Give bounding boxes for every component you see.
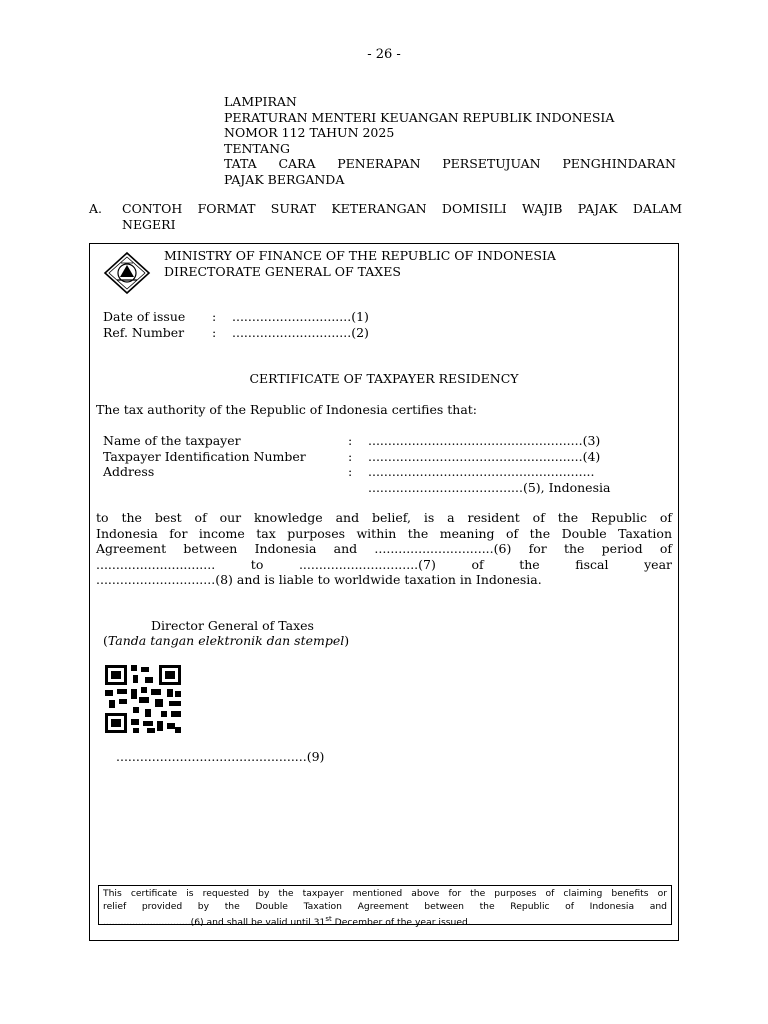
footnote-line: This certificate is requested by the taxpayer mentioned above for the purposes of claiming benefits or: [103, 888, 667, 899]
validity-footnote: [98, 885, 672, 929]
footnote-text: December of the year issued.: [331, 917, 471, 929]
section-title: [122, 201, 682, 232]
statement-line: Indonesia for income tax purposes within the meaning of the Double Taxation: [96, 525, 672, 541]
address-field-line1: .........................................................: [368, 464, 595, 479]
colon: :: [348, 449, 353, 464]
paren-open: (: [103, 633, 108, 648]
lampiran-line: PAJAK BERGANDA: [224, 171, 345, 187]
statement-line: .............................. to ..............................(7) of the fiscal year: [96, 556, 672, 572]
lampiran-line: TATA CARA PENERAPAN PERSETUJUAN PENGHINDARAN: [224, 156, 676, 171]
lampiran-header: [224, 94, 676, 187]
signature-note: [103, 633, 349, 649]
taxpayer-name-label: Name of the taxpayer: [103, 433, 241, 448]
taxpayer-name-field: ......................................................(3): [368, 433, 601, 448]
ministry-name: MINISTRY OF FINANCE OF THE REPUBLIC OF INDONESIA: [164, 248, 556, 263]
date-of-issue-field: ..............................(1): [232, 309, 369, 324]
signature-line: ................................................(9): [116, 749, 325, 764]
lampiran-line: NOMOR 112 TAHUN 2025: [224, 125, 395, 140]
page-number: - 26 -: [367, 47, 401, 62]
address-field-line2: .......................................(5), Indonesia: [368, 480, 611, 495]
colon: :: [212, 309, 217, 324]
statement-line: Agreement between Indonesia and ..............................(6) for the period of: [96, 541, 672, 556]
qr-code-icon: [105, 665, 183, 735]
ministry-emblem-icon: [103, 251, 151, 295]
address-label: Address: [103, 464, 155, 479]
lampiran-line: PERATURAN MENTERI KEUANGAN REPUBLIK INDONESIA: [224, 109, 615, 125]
lampiran-line: LAMPIRAN: [224, 94, 297, 109]
footnote-line: [103, 913, 667, 929]
date-of-issue-label: Date of issue: [103, 309, 186, 324]
footnote-text: ..............................(6) and shall be valid until 31: [103, 917, 326, 929]
colon: :: [212, 325, 217, 340]
section-title-line: NEGERI: [122, 216, 176, 232]
certificate-frame: [89, 243, 679, 941]
statement-line: ..............................(8) and is liable to worldwide taxation in Indonesia.: [96, 572, 542, 587]
ministry-heading: [164, 248, 556, 279]
colon: :: [348, 464, 353, 479]
residency-statement: [96, 510, 672, 588]
section-title-line: CONTOH FORMAT SURAT KETERANGAN DOMISILI WAJIB PAJAK DALAM: [122, 201, 682, 216]
signature-note-text: Tanda tangan elektronik dan stempel: [107, 633, 345, 648]
tin-field: ......................................................(4): [368, 449, 601, 464]
footnote-line: relief provided by the Double Taxation Agreement between the Republic of Indonesia and: [103, 901, 667, 912]
colon: :: [348, 433, 353, 448]
footnote-superscript: st: [325, 915, 332, 923]
ref-number-field: ..............................(2): [232, 325, 369, 340]
certificate-title: CERTIFICATE OF TAXPAYER RESIDENCY: [249, 371, 519, 386]
certificate-intro: The tax authority of the Republic of Indonesia certifies that:: [96, 402, 477, 417]
tin-label: Taxpayer Identification Number: [103, 449, 306, 464]
lampiran-line: TENTANG: [224, 140, 291, 156]
section-letter: A.: [89, 201, 103, 216]
directorate-name: DIRECTORATE GENERAL OF TAXES: [164, 263, 401, 279]
ref-number-label: Ref. Number: [103, 325, 185, 340]
director-title: Director General of Taxes: [151, 618, 314, 633]
statement-line: to the best of our knowledge and belief, is a resident of the Republic of: [96, 510, 672, 525]
paren-close: ): [344, 633, 350, 648]
